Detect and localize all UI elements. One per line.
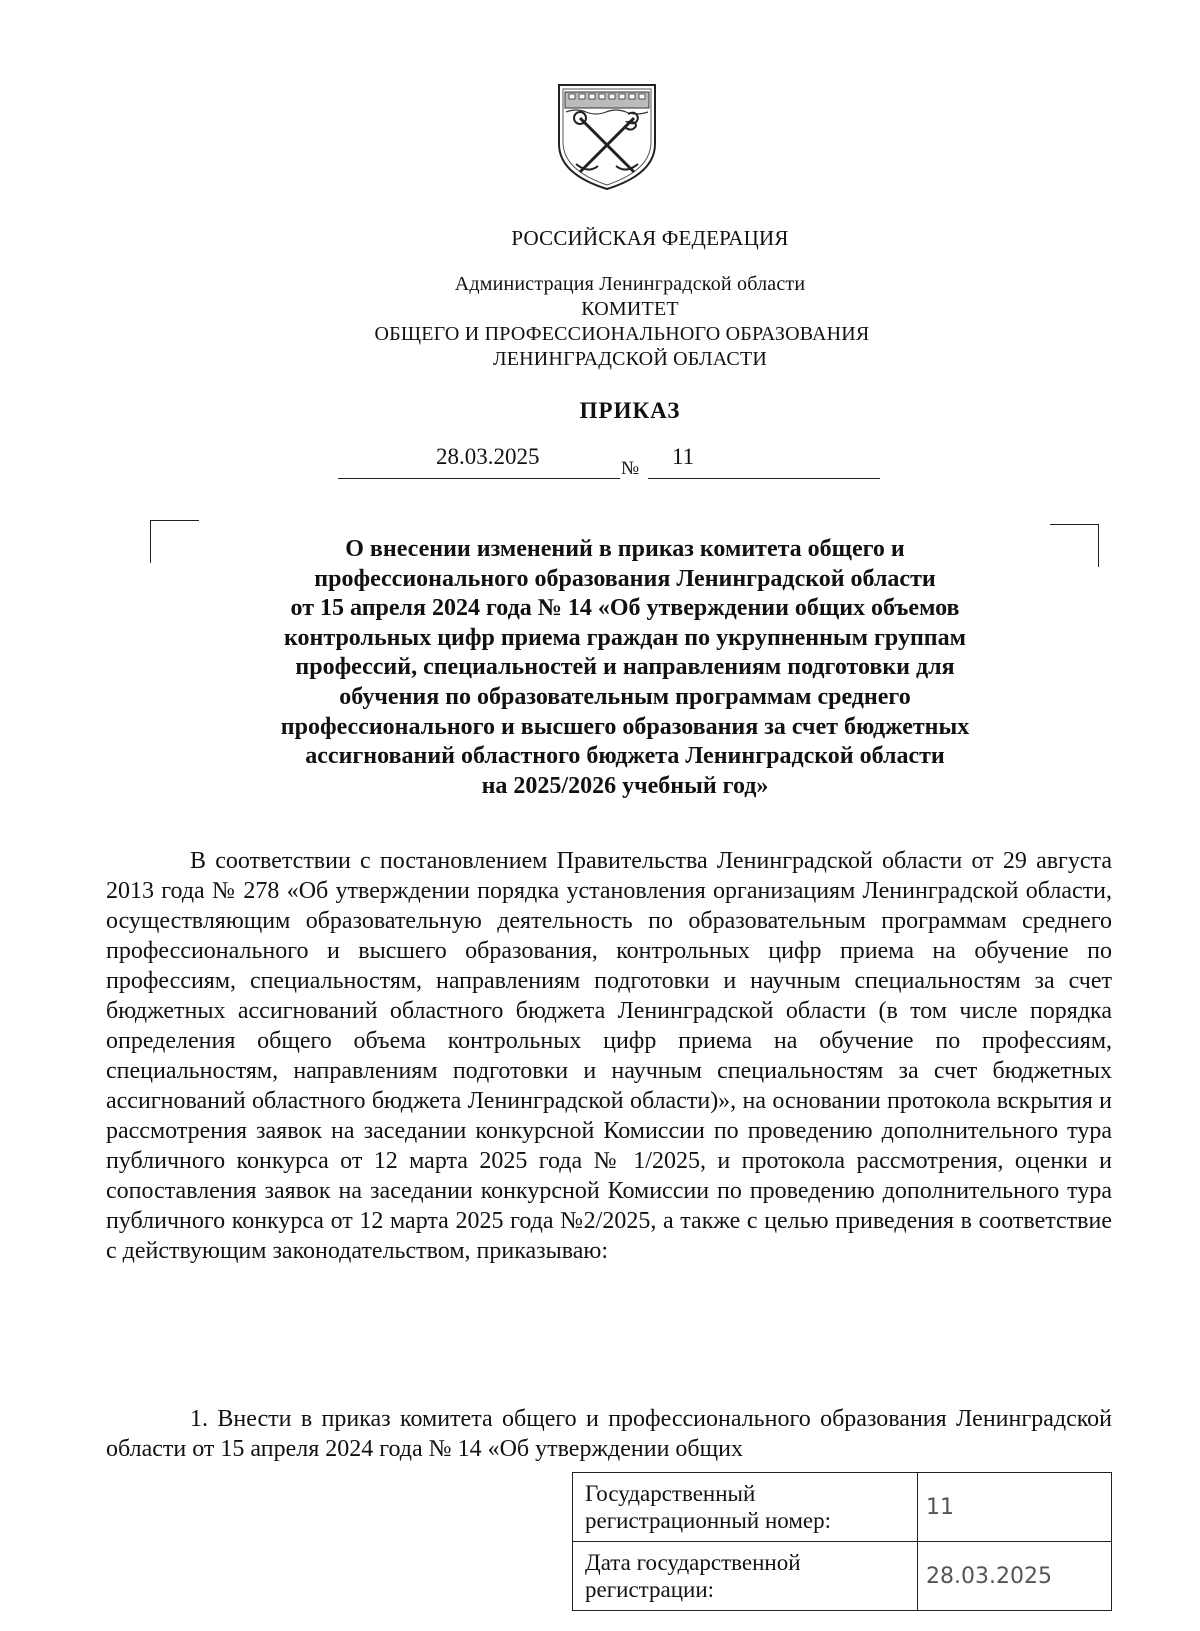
number-sign: № [621, 458, 640, 479]
title-line: от 15 апреля 2024 года № 14 «Об утверждении общих объемов [290, 595, 960, 622]
item-1-paragraph: 1. Внести в приказ комитета общего и профессионального образования Ленинградской области от 15 апреля 2024 года № 14 «Об утверждении общих [106, 1406, 1112, 1462]
title-line: ассигнований областного бюджета Ленинградской области [305, 743, 945, 770]
committee-label: КОМИТЕТ [581, 298, 679, 320]
administration-name: Администрация Ленинградской области [454, 273, 806, 295]
department-name-line1: ОБЩЕГО И ПРОФЕССИОНАЛЬНОГО ОБРАЗОВАНИЯ [374, 323, 870, 345]
order-number-field [648, 442, 880, 479]
title-line: профессионального и высшего образования за счет бюджетных [280, 713, 970, 740]
department-name-line2: ЛЕНИНГРАДСКОЙ ОБЛАСТИ [492, 348, 768, 370]
title-line: профессионального образования Ленинградской области [314, 565, 936, 592]
registration-number-row [573, 1473, 1112, 1542]
registration-date-label: Дата государственной регистрации: [573, 1542, 918, 1611]
document-type: ПРИКАЗ [579, 398, 681, 423]
registration-date-row [573, 1542, 1112, 1611]
country-name: РОССИЙСКАЯ ФЕДЕРАЦИЯ [511, 226, 789, 250]
order-date: 28.03.2025 [436, 444, 540, 469]
title-line: профессий, специальностей и направлениям подготовки для [295, 654, 955, 681]
registration-table [572, 1472, 1112, 1611]
registration-number-label: Государственный регистрационный номер: [573, 1473, 918, 1542]
title-line: обучения по образовательным программам среднего [339, 683, 911, 710]
title-line: О внесении изменений в приказ комитета общего и [345, 536, 905, 562]
preamble-paragraph: В соответствии с постановлением Правительства Ленинградской области от 29 августа 2013 года № 278 «Об утверждении порядка установления организациям Ленинградской области, осуществляющим образовательную деятельность по образовательным программам среднего профессионального и высшего образования, контрольных цифр приема на обучение по профессиям, специальностям, направлениям подготовки и научным специальностям за счет бюджетных ассигнований областного бюджета Ленинградской области (в том числе порядка определения общего объема контрольных цифр приема на обучение по профессиям, специальностям, направлениям подготовки и научным специальностям за счет бюджетных ассигнований областного бюджета Ленинградской области)», на основании протокола вскрытия и рассмотрения заявок на заседании конкурсной Комиссии по проведению дополнительного тура публичного конкурса от 12 марта 2025 года № 1/2025, и протокола рассмотрения, оценки и сопоставления заявок на заседании конкурсной Комиссии по проведению дополнительного тура публичного конкурса от 12 марта 2025 года №2/2025, а также с целью приведения в соответствие с действующим законодательством, приказываю: [106, 848, 1112, 1264]
order-title [190, 535, 1060, 801]
registration-number-value: 11 [918, 1473, 1112, 1542]
registration-date-value: 28.03.2025 [918, 1542, 1112, 1611]
order-number: 11 [672, 444, 695, 469]
title-line: контрольных цифр приема граждан по укрупненным группам [284, 624, 966, 651]
order-date-field [338, 442, 620, 479]
title-line: на 2025/2026 учебный год» [481, 772, 769, 799]
coat-of-arms-icon [556, 82, 658, 192]
